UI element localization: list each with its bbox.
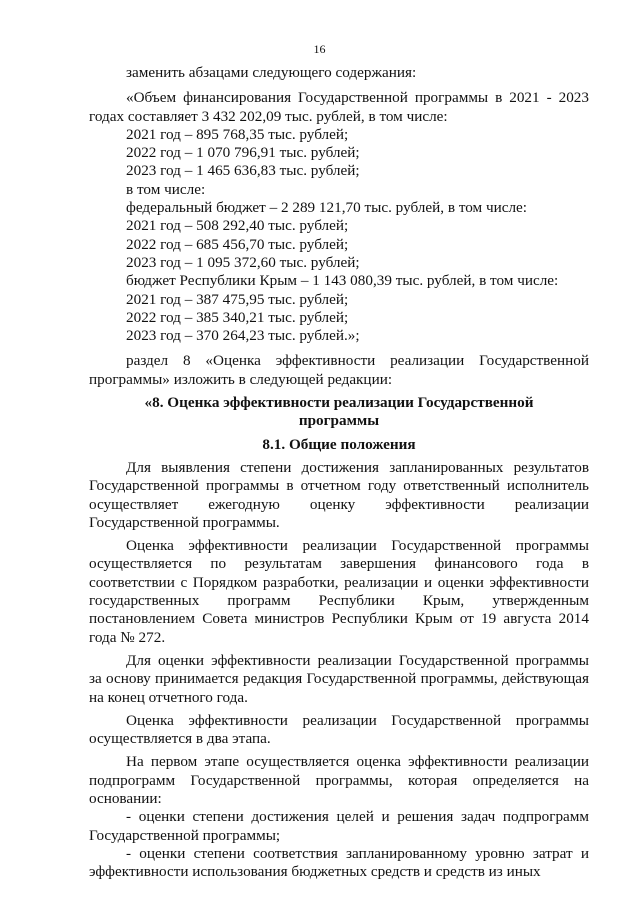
funding-line: 2022 год – 385 340,21 тыс. рублей;: [126, 308, 349, 326]
intro-line: заменить абзацами следующего содержания:: [126, 64, 417, 81]
funding-line: бюджет Республики Крым – 1 143 080,39 тыс. рублей, в том числе:: [126, 272, 559, 290]
body-paragraph: Для оценки эффективности реализации Государственной программы за основу принимается редакция Государственной программы, действующая на конец отчетного года.: [89, 651, 589, 706]
body-paragraph: Оценка эффективности реализации Государственной программы осуществляется в два этапа.: [89, 711, 589, 748]
body-paragraph: Оценка эффективности реализации Государственной программы осуществляется по результатам завершения финансового года в соответствии с Порядком разработки, реализации и оценки эффективности государственных программ Республики Крым, утвержденным постановлением Совета министров Республики Крым от 19 августа 2014 года № 272.: [89, 537, 589, 646]
subsection-title: 8.1. Общие положения: [262, 435, 416, 453]
funding-line: 2022 год – 685 456,70 тыс. рублей;: [126, 235, 349, 253]
body-paragraph: Для выявления степени достижения запланированных результатов Государственной программы в отчетном году ответственный исполнитель осуществляет ежегодную оценку эффективности реализации Государственной программы.: [89, 458, 589, 531]
list-item: - оценки степени соответствия запланированному уровню затрат и эффективности использования бюджетных средств и средств из иных: [89, 844, 589, 881]
page-number: 16: [313, 42, 326, 56]
body-paragraph: На первом этапе осуществляется оценка эффективности реализации подпрограмм Государственной программы, которая определяется на основании:: [89, 753, 589, 807]
funding-paragraph: «Объем финансирования Государственной программы в 2021 - 2023 годах составляет 3 432 202,09 тыс. рублей, в том числе:: [89, 89, 589, 125]
funding-line: 2022 год – 1 070 796,91 тыс. рублей;: [126, 144, 360, 162]
funding-line: 2023 год – 1 465 636,83 тыс. рублей;: [126, 162, 360, 180]
funding-line: 2021 год – 895 768,35 тыс. рублей;: [126, 125, 349, 143]
section-title: «8. Оценка эффективности реализации Государственной программы: [144, 394, 534, 430]
list-item: - оценки степени достижения целей и решения задач подпрограмм Государственной программы;: [89, 808, 589, 844]
section-intro: раздел 8 «Оценка эффективности реализации Государственной программы» изложить в следующей редакции:: [89, 352, 589, 388]
funding-line: 2023 год – 370 264,23 тыс. рублей.»;: [126, 327, 360, 345]
funding-line: 2021 год – 387 475,95 тыс. рублей;: [126, 290, 349, 308]
funding-line: федеральный бюджет – 2 289 121,70 тыс. рублей, в том числе:: [126, 199, 528, 217]
funding-line: в том числе:: [126, 180, 206, 198]
funding-line: 2021 год – 508 292,40 тыс. рублей;: [126, 217, 349, 235]
funding-line: 2023 год – 1 095 372,60 тыс. рублей;: [126, 253, 360, 271]
document-body: [89, 64, 589, 881]
